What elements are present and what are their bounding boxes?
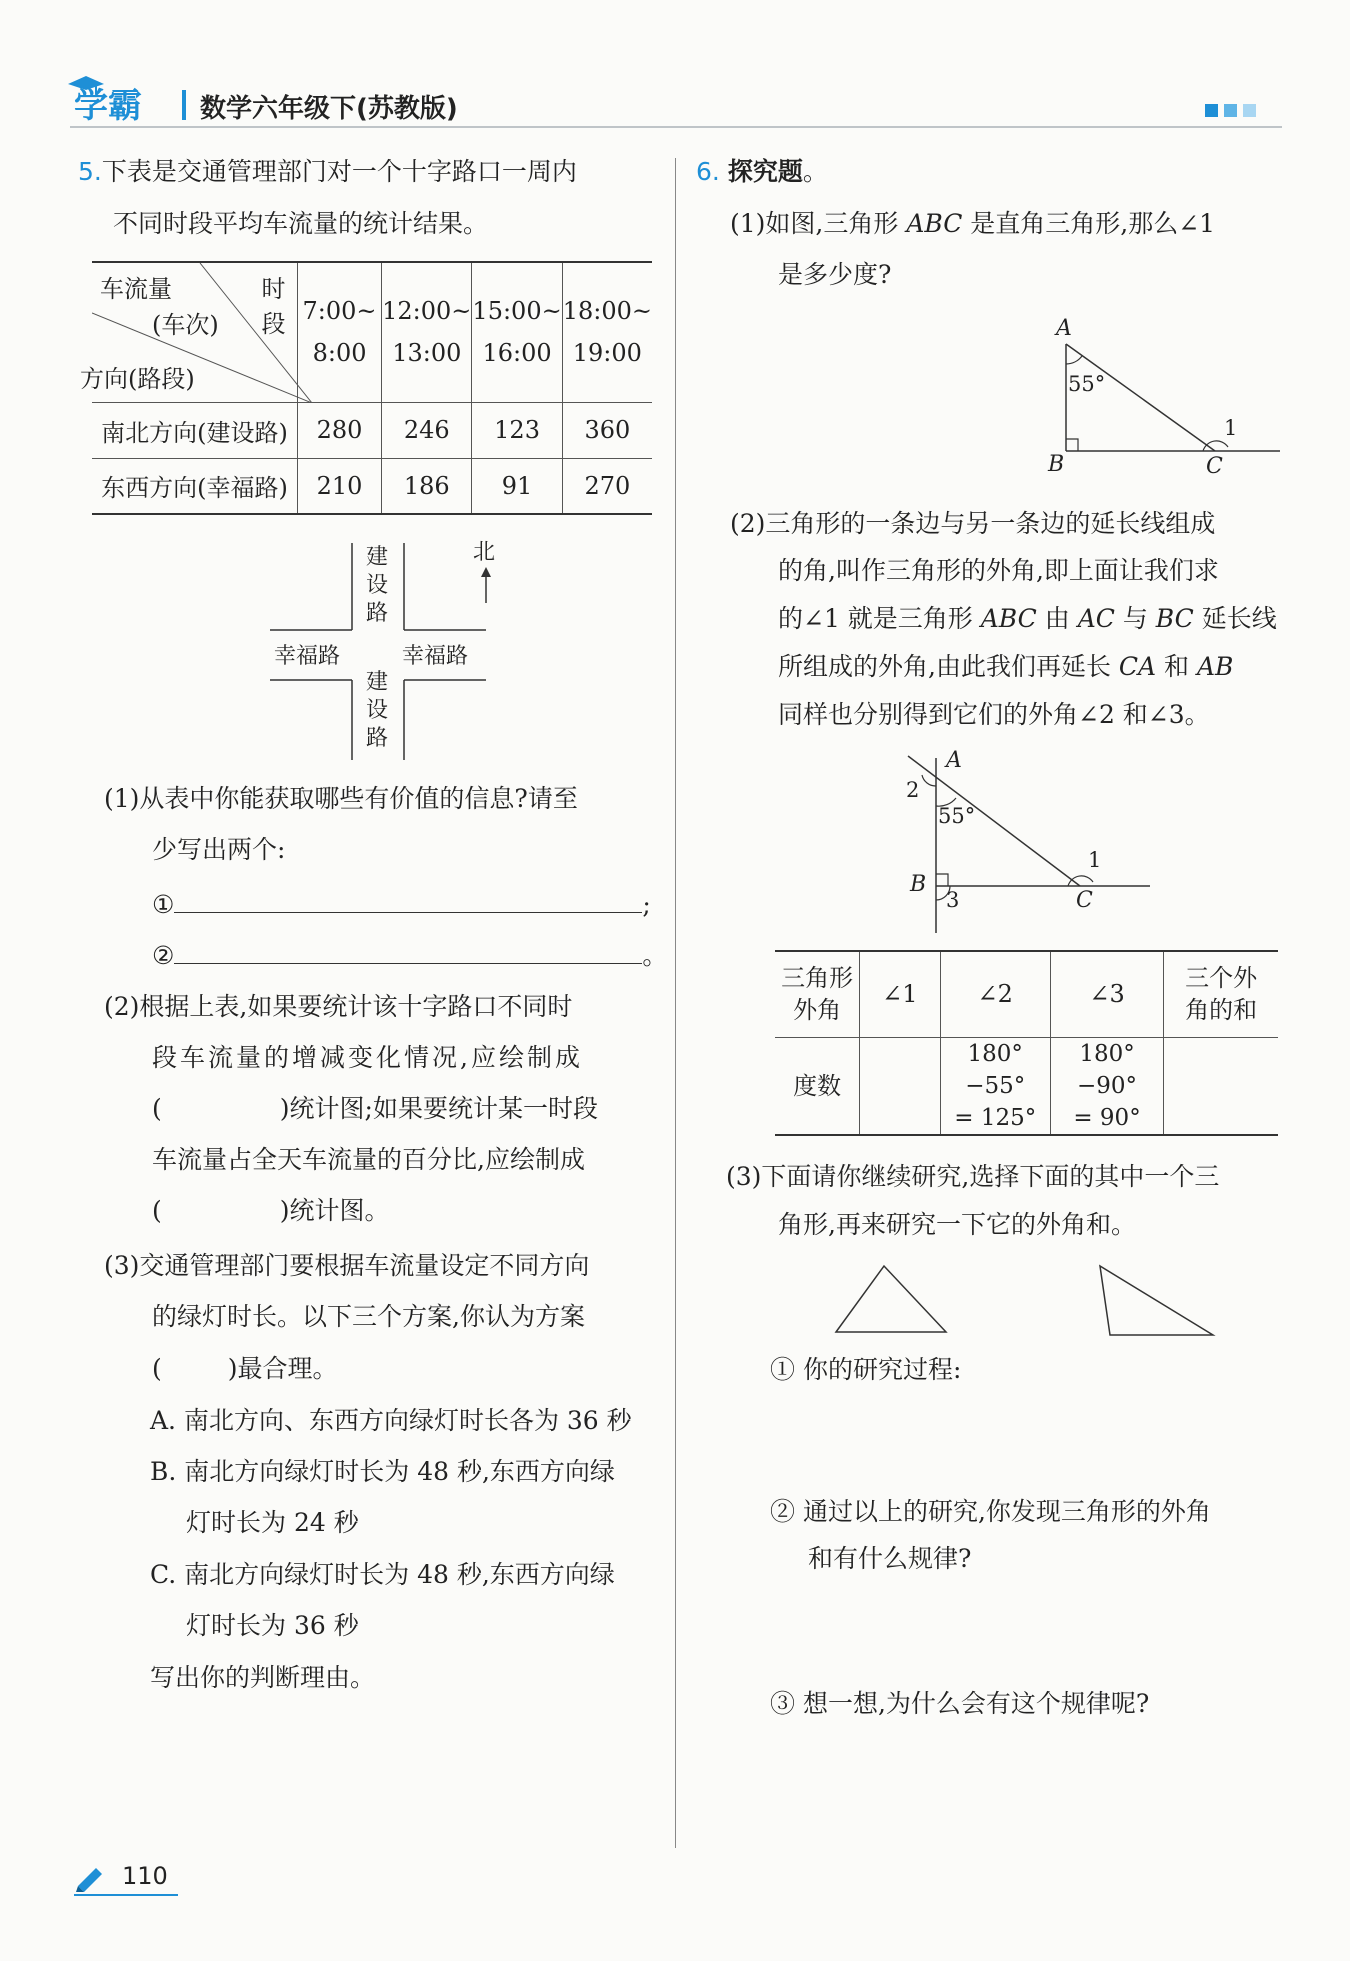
table-cell: 360 — [562, 402, 652, 458]
q5-p2-line-3: )统计图;如果要统计某一时段 — [279, 1094, 598, 1123]
intersection-map — [268, 535, 498, 765]
step-3-answer-area[interactable] — [770, 1726, 1270, 1836]
option-b-line-1: B. 南北方向绿灯时长为 48 秒,东西方向绿 — [150, 1457, 615, 1486]
option-a: A. 南北方向、东西方向绿灯时长各为 36 秒 — [150, 1406, 632, 1435]
q6-p2-l3-c: 与 — [1114, 604, 1156, 633]
fig2-vertex-a: A — [946, 748, 962, 773]
row-label-degree: 度数 — [775, 1037, 860, 1135]
fig2-angle-55: 55° — [938, 804, 976, 828]
page-number: 110 — [122, 1862, 168, 1890]
period-header-1: 7:00~ 8:00 — [297, 262, 381, 402]
table-cell: 246 — [382, 402, 472, 458]
q6-number: 6. — [696, 157, 720, 186]
answer-cell-sum[interactable] — [1164, 1037, 1278, 1135]
reason-prompt: 写出你的判断理由。 — [150, 1663, 376, 1692]
north-label: 北 — [473, 540, 496, 565]
step-3-prompt: ③ 想一想,为什么会有这个规律呢? — [770, 1689, 1150, 1718]
fig2-angle-1: 1 — [1088, 848, 1102, 872]
q6-p3-line-2: 角形,再来研究一下它的外角和。 — [778, 1210, 1136, 1239]
brand-logo: 学霸 — [74, 86, 142, 126]
header-cell-sum: 三个外 角的和 — [1164, 951, 1278, 1037]
q5-p1-item1-marker: ① — [152, 890, 175, 919]
q6-p3-line-1: (3)下面请你继续研究,选择下面的其中一个三 — [726, 1162, 1220, 1191]
period-header-4: 18:00~ 19:00 — [562, 262, 652, 402]
value-cell-angle2: 180°−55° = 125° — [940, 1037, 1050, 1135]
q6-p2-line-2: 的角,叫作三角形的外角,即上面让我们求 — [778, 556, 1219, 585]
header-square-1 — [1205, 104, 1218, 117]
q6-p2-l4-a: 所组成的外角,由此我们再延长 — [778, 652, 1119, 681]
choice-triangles — [830, 1260, 1220, 1340]
header-cell-angle2: ∠2 — [940, 951, 1050, 1037]
corner-label-period: 时段 — [261, 275, 286, 338]
road-ns-top-1: 建 — [366, 545, 389, 570]
table-corner-cell — [80, 262, 297, 402]
q5-intro-line-1: 下表是交通管理部门对一个十字路口一周内 — [101, 157, 577, 186]
step-1-answer-area[interactable] — [770, 1392, 1270, 1502]
q6-p2-line-5: 同样也分别得到它们的外角∠2 和∠3。 — [778, 700, 1210, 729]
q6-p2-l3-d: 延长线 — [1193, 604, 1277, 633]
q5-p3-line-1: (3)交通管理部门要根据车流量设定不同方向 — [104, 1251, 590, 1280]
logo-divider — [182, 90, 186, 120]
road-ns-top-3: 路 — [366, 601, 389, 626]
q5-number: 5. — [78, 157, 102, 186]
q6-p2-var-bc: BC — [1155, 604, 1194, 633]
q5-p3-line-2: 的绿灯时长。以下三个方案,你认为方案 — [152, 1302, 585, 1331]
north-arrow-icon — [480, 567, 492, 603]
q6-p2-l3-b: 由 — [1036, 604, 1078, 633]
pencil-icon — [74, 1862, 108, 1892]
fig2-vertex-b: B — [910, 872, 927, 897]
table-cell: 91 — [472, 458, 562, 514]
header-square-3 — [1243, 104, 1256, 117]
q6-p2-l3-a: 的∠1 就是三角形 — [778, 604, 981, 633]
q6-title-end: 。 — [802, 157, 828, 186]
header-cell-angle3: ∠3 — [1050, 951, 1163, 1037]
road-ew-right: 幸福路 — [402, 644, 469, 669]
fig1-vertex-b: B — [1048, 452, 1065, 477]
corner-label-flow: 车流量 — [100, 275, 172, 303]
header-cell-exterior: 三角形 外角 — [775, 951, 860, 1037]
step-2-line-2: 和有什么规律? — [808, 1544, 972, 1573]
corner-label-unit: (车次) — [152, 311, 219, 339]
table-row — [92, 458, 652, 514]
road-ew-left: 幸福路 — [274, 644, 341, 669]
q5-p2-paren-open-1: ( — [152, 1094, 162, 1123]
triangle-2-lines — [900, 748, 1160, 938]
fig1-vertex-a: A — [1056, 316, 1072, 341]
q5-p2-line-2: 段车流量的增减变化情况,应绘制成 — [152, 1043, 583, 1072]
table-cell: 123 — [472, 402, 562, 458]
triangle-figure-2 — [900, 748, 1160, 938]
q5-p1-item1-end: ; — [642, 890, 651, 919]
exterior-angle-table — [775, 950, 1278, 1136]
q6-p1-var-abc: ABC — [906, 209, 963, 238]
q6-p1-line-2: 是多少度? — [778, 260, 892, 289]
fig2-vertex-c: C — [1076, 888, 1093, 913]
fig1-angle-55: 55° — [1068, 372, 1106, 396]
fig2-angle-2: 2 — [906, 778, 920, 802]
table-cell: 186 — [382, 458, 472, 514]
triangle-1-lines — [1040, 316, 1290, 486]
q6-p1-text-a: (1)如图,三角形 — [730, 209, 907, 238]
step-2-answer-area[interactable] — [770, 1580, 1270, 1680]
q5-p1-line-2: 少写出两个: — [152, 835, 286, 864]
answer-blank-1[interactable] — [174, 884, 642, 913]
q5-p2-line-5: )统计图。 — [279, 1196, 390, 1225]
step-2-line-1: ② 通过以上的研究,你发现三角形的外角 — [770, 1497, 1211, 1526]
q5-p2-paren-open-2: ( — [152, 1196, 162, 1225]
table-cell: 280 — [297, 402, 381, 458]
period-header-3: 15:00~ 16:00 — [472, 262, 562, 402]
corner-label-direction: 方向(路段) — [80, 365, 195, 393]
q6-p2-var-ac: AC — [1077, 604, 1115, 633]
q6-p2-var-ab: AB — [1197, 652, 1234, 681]
q6-p2-l4-b: 和 — [1156, 652, 1197, 681]
header-cell-angle1: ∠1 — [860, 951, 940, 1037]
q5-intro-line-2: 不同时段平均车流量的统计结果。 — [113, 209, 489, 238]
option-c-line-1: C. 南北方向绿灯时长为 48 秒,东西方向绿 — [150, 1560, 615, 1589]
column-divider — [675, 158, 676, 1848]
q5-p3-line-3: )最合理。 — [227, 1354, 338, 1383]
period-header-2: 12:00~ 13:00 — [382, 262, 472, 402]
q5-p3-paren-open: ( — [152, 1354, 162, 1383]
road-ns-bottom-2: 设 — [366, 698, 389, 723]
q6-p2-var-abc: ABC — [980, 604, 1037, 633]
q6-title: 探究题 — [727, 157, 803, 186]
q5-p1-item2-end: 。 — [642, 941, 668, 970]
step-1-prompt: ① 你的研究过程: — [770, 1355, 962, 1384]
answer-blank-2[interactable] — [174, 935, 642, 964]
q5-p2-line-4: 车流量占全天车流量的百分比,应绘制成 — [152, 1145, 585, 1174]
page-number-underline — [74, 1894, 178, 1896]
table-row — [92, 402, 652, 458]
option-c-line-2: 灯时长为 36 秒 — [186, 1611, 359, 1640]
table-cell: 270 — [562, 458, 652, 514]
fig2-angle-3: 3 — [946, 888, 960, 912]
fig1-vertex-c: C — [1206, 454, 1223, 479]
q5-p1-item2-marker: ② — [152, 941, 175, 970]
triangle-figure-1 — [1040, 316, 1290, 486]
road-ns-bottom-3: 路 — [366, 726, 389, 751]
q5-p2-line-1: (2)根据上表,如果要统计该十字路口不同时 — [104, 992, 573, 1021]
row-label-ew: 东西方向(幸福路) — [92, 458, 297, 514]
answer-cell-angle1[interactable] — [860, 1037, 940, 1135]
header-square-2 — [1224, 104, 1237, 117]
traffic-table — [80, 261, 652, 515]
q6-p2-var-ca: CA — [1118, 652, 1157, 681]
choice-triangle-acute[interactable] — [836, 1266, 946, 1332]
option-b-line-2: 灯时长为 24 秒 — [186, 1508, 359, 1537]
fig1-angle-1: 1 — [1224, 416, 1238, 440]
choice-triangle-obtuse[interactable] — [1100, 1266, 1213, 1335]
q6-p2-line-1: (2)三角形的一条边与另一条边的延长线组成 — [730, 509, 1216, 538]
book-title: 数学六年级下(苏教版) — [200, 94, 458, 124]
q6-p1-text-b: 是直角三角形,那么∠1 — [962, 209, 1216, 238]
road-ns-bottom-1: 建 — [366, 670, 389, 695]
road-ns-top-2: 设 — [366, 573, 389, 598]
table-cell: 210 — [297, 458, 381, 514]
q5-p1-line-1: (1)从表中你能获取哪些有价值的信息?请至 — [104, 784, 578, 813]
value-cell-angle3: 180°−90° = 90° — [1050, 1037, 1163, 1135]
header-rule — [70, 126, 1282, 128]
row-label-ns: 南北方向(建设路) — [92, 402, 297, 458]
